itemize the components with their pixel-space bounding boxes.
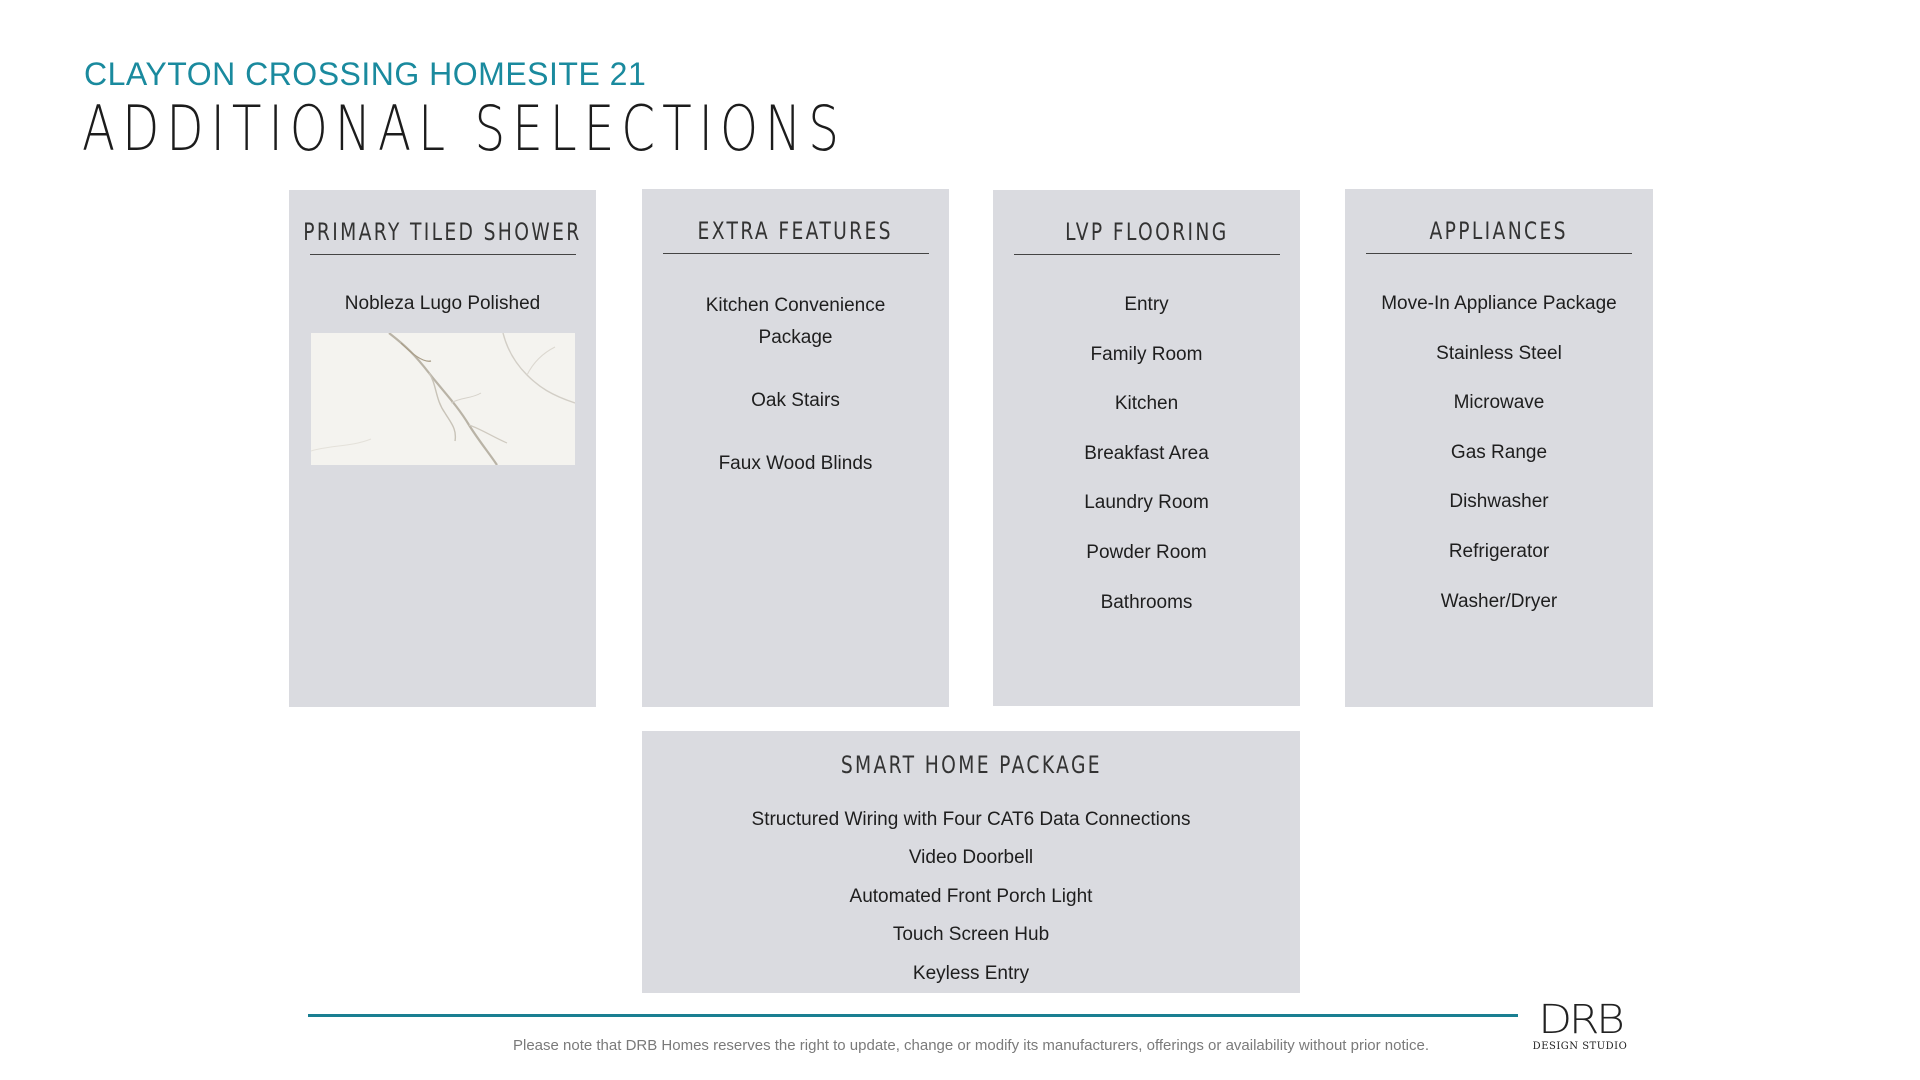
card-heading: PRIMARY TILED SHOWER bbox=[303, 218, 582, 246]
list-item: Video Doorbell bbox=[908, 847, 1034, 869]
card-heading: EXTRA FEATURES bbox=[697, 217, 894, 245]
list-item: Stainless Steel bbox=[1436, 342, 1562, 364]
list-item: Kitchen bbox=[1114, 393, 1179, 415]
marble-tile-swatch bbox=[311, 333, 575, 465]
list-item: Family Room bbox=[1090, 343, 1203, 365]
card-lvp-flooring bbox=[993, 190, 1300, 706]
list-item: Kitchen Convenience Package bbox=[705, 295, 886, 348]
heading-rule bbox=[1366, 253, 1632, 254]
drb-design-studio-logo bbox=[1532, 997, 1628, 1060]
list-item: Faux Wood Blinds bbox=[718, 453, 873, 474]
list-item: Breakfast Area bbox=[1084, 442, 1209, 464]
card-heading: SMART HOME PACKAGE bbox=[840, 751, 1102, 779]
list-item: Oak Stairs bbox=[751, 390, 840, 411]
list-item: Structured Wiring with Four CAT6 Data Connections bbox=[751, 809, 1191, 830]
logo-subtitle: DESIGN STUDIO bbox=[1532, 1041, 1628, 1052]
list-item: Microwave bbox=[1453, 392, 1545, 414]
list-item: Keyless Entry bbox=[912, 962, 1030, 984]
heading-rule bbox=[310, 254, 576, 255]
card-extra-features bbox=[642, 189, 949, 707]
list-item: Bathrooms bbox=[1100, 591, 1193, 613]
card-smart-home-package bbox=[642, 731, 1300, 993]
list-item: Dishwasher bbox=[1449, 491, 1549, 513]
page-title: ADDITIONAL SELECTIONS bbox=[82, 92, 846, 165]
card-heading: APPLIANCES bbox=[1429, 217, 1569, 245]
subtitle: CLAYTON CROSSING HOMESITE 21 bbox=[84, 56, 647, 92]
heading-rule bbox=[1014, 254, 1280, 255]
list-item: Nobleza Lugo Polished bbox=[344, 293, 541, 314]
footer-divider bbox=[308, 1014, 1518, 1017]
list-item: Automated Front Porch Light bbox=[849, 885, 1093, 907]
list-item: Entry bbox=[1124, 294, 1169, 315]
list-item: Touch Screen Hub bbox=[892, 924, 1050, 946]
list-item: Refrigerator bbox=[1448, 540, 1550, 562]
card-primary-tiled-shower bbox=[289, 190, 596, 707]
heading-rule bbox=[663, 253, 929, 254]
card-appliances bbox=[1345, 189, 1653, 707]
disclaimer-text: Please note that DRB Homes reserves the right to update, change or modify its manufacturers, offerings or availability without prior notice. bbox=[512, 1037, 1429, 1054]
list-item: Powder Room bbox=[1086, 541, 1207, 563]
logo-mark: DRB bbox=[1538, 997, 1622, 1043]
card-heading: LVP FLOORING bbox=[1064, 218, 1229, 246]
list-item: Washer/Dryer bbox=[1440, 590, 1558, 612]
list-item: Laundry Room bbox=[1084, 492, 1209, 514]
list-item: Move-In Appliance Package bbox=[1381, 293, 1617, 314]
list-item: Gas Range bbox=[1450, 441, 1548, 463]
